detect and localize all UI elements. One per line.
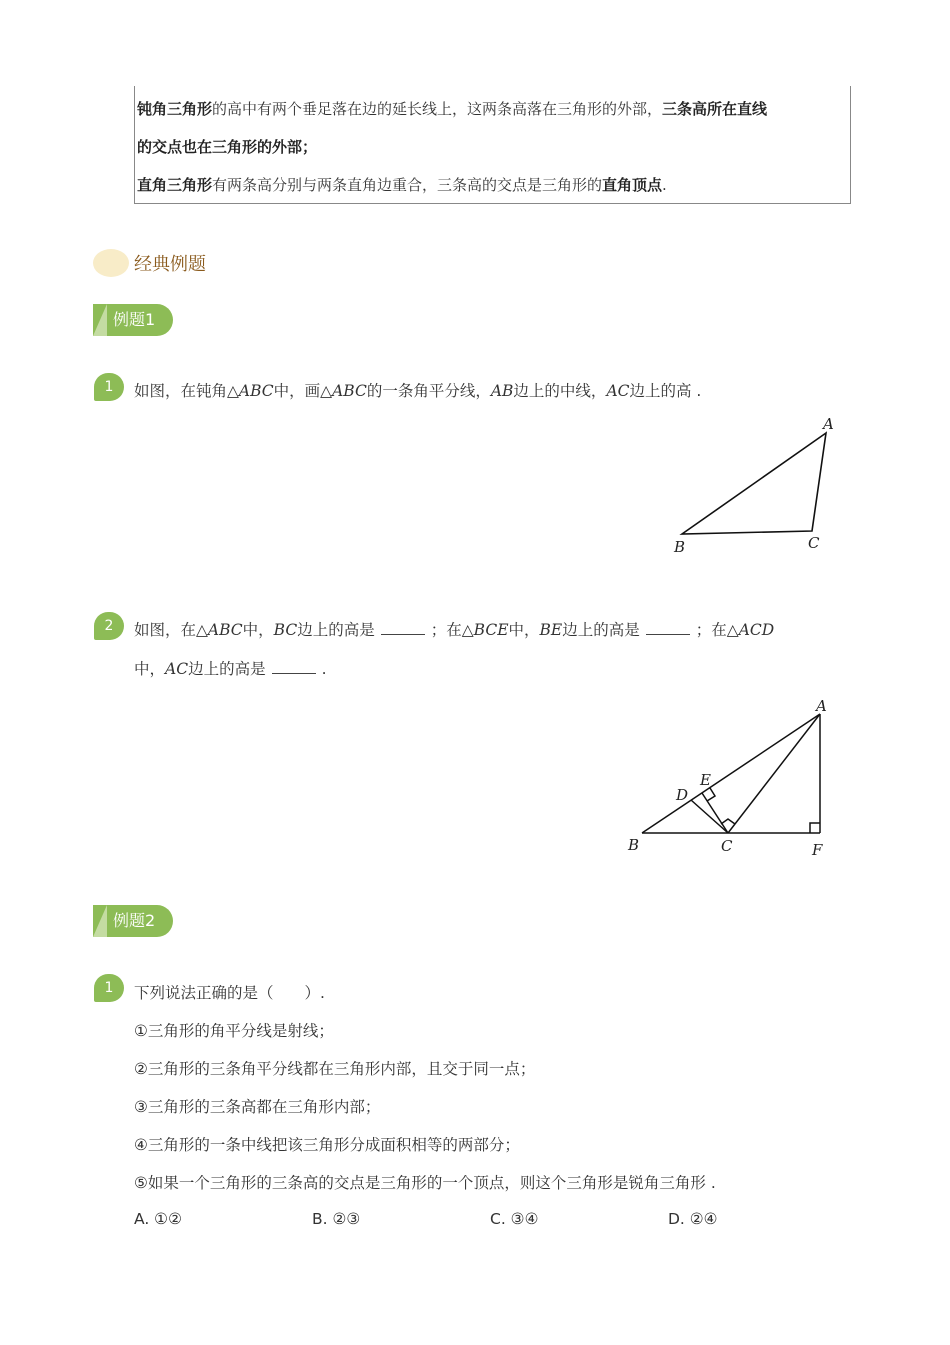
question-2-line-2: [134, 657, 327, 679]
text: 边上的高 .: [629, 382, 702, 400]
question-number-badge: 1: [94, 373, 124, 401]
note-box: [134, 86, 851, 204]
label-c: C: [721, 837, 733, 855]
bold-term: 直角顶点: [602, 176, 663, 194]
tab-slant-decoration: [93, 304, 107, 336]
question-number-badge: 1: [94, 974, 124, 1002]
text: 中，画△: [273, 382, 333, 400]
note-line-2: [137, 136, 317, 157]
example-1-tab: [93, 304, 173, 336]
math-var: BC: [273, 621, 298, 639]
label-a: A: [823, 415, 834, 433]
statement-3: ③三角形的三条高都在三角形内部；: [134, 1098, 381, 1116]
text: 如图，在钝角△: [134, 382, 239, 400]
line-ca: [728, 714, 820, 833]
note-text: 的高中有两个垂足落在边的延长线上，这两条高落在三角形的外部，: [212, 100, 663, 118]
option-b[interactable]: B. ②③: [312, 1210, 361, 1228]
note-text: 有两条高分别与两条直角边重合，三条高的交点是三角形的: [212, 176, 603, 194]
question-number-badge: 2: [94, 612, 124, 640]
text: ；在△: [695, 621, 739, 639]
math-var: BE: [539, 621, 563, 639]
answer-blank[interactable]: [272, 661, 316, 674]
right-angle-d: [721, 819, 735, 824]
label-e: E: [700, 771, 711, 789]
bold-term: 三条高所在直线: [662, 100, 768, 118]
text: 边上的高是: [562, 621, 640, 639]
text: 边上的中线，: [513, 382, 607, 400]
note-text: .: [662, 176, 667, 194]
math-var: ABC: [238, 382, 274, 400]
text: 中，: [134, 660, 166, 678]
math-var: AC: [606, 382, 630, 400]
option-d[interactable]: D. ②④: [668, 1210, 718, 1228]
tab-label: 例题1: [113, 310, 156, 329]
text: 的一条角平分线，: [366, 382, 491, 400]
tab-label: 例题2: [113, 911, 156, 930]
text: ；在△: [430, 621, 474, 639]
label-f: F: [812, 841, 823, 859]
note-line-1: [137, 98, 767, 119]
label-b: B: [674, 538, 686, 556]
question-2-line-1: [134, 618, 774, 640]
math-var: BCE: [473, 621, 509, 639]
statement-2: ②三角形的三条角平分线都在三角形内部，且交于同一点；: [134, 1060, 536, 1078]
triangle-figure-2: [620, 690, 840, 865]
math-var: ABC: [332, 382, 367, 400]
text: 边上的高是: [188, 660, 266, 678]
math-var: ABC: [207, 621, 243, 639]
text: 如图，在△: [134, 621, 208, 639]
label-a: A: [816, 697, 827, 715]
question-1-text: [134, 379, 701, 401]
right-angle-f: [810, 823, 820, 833]
text: 中，: [242, 621, 274, 639]
math-var: AC: [165, 660, 189, 678]
statement-5: ⑤如果一个三角形的三条高的交点是三角形的一个顶点，则这个三角形是锐角三角形 .: [134, 1174, 716, 1192]
bold-term: 的交点也在三角形的外部；: [137, 138, 318, 156]
triangle-figure-1: [660, 410, 860, 560]
math-var: AB: [490, 382, 514, 400]
text: 中，: [508, 621, 540, 639]
question-stem: 下列说法正确的是（ ）.: [134, 984, 325, 1002]
text: .: [321, 660, 327, 678]
text: 边上的高是: [297, 621, 375, 639]
line-ba: [642, 714, 820, 833]
tab-slant-decoration: [93, 905, 107, 937]
label-d: D: [676, 786, 689, 804]
answer-blank[interactable]: [381, 622, 425, 635]
statement-4: ④三角形的一条中线把该三角形分成面积相等的两部分；: [134, 1136, 520, 1154]
right-angle-e: [707, 788, 715, 801]
triangle-abc: [682, 433, 826, 534]
section-dot-icon: [93, 249, 129, 277]
option-c[interactable]: C. ③④: [490, 1210, 539, 1228]
bold-term: 钝角三角形: [137, 100, 213, 118]
math-var: ACD: [738, 621, 775, 639]
statement-1: ①三角形的角平分线是射线；: [134, 1022, 334, 1040]
bold-term: 直角三角形: [137, 176, 213, 194]
note-line-3: [137, 174, 667, 195]
section-title: 经典例题: [134, 254, 206, 275]
label-b: B: [628, 836, 640, 854]
example-2-tab: [93, 905, 173, 937]
option-a[interactable]: A. ①②: [134, 1210, 182, 1228]
label-c: C: [808, 534, 820, 552]
answer-blank[interactable]: [646, 622, 690, 635]
